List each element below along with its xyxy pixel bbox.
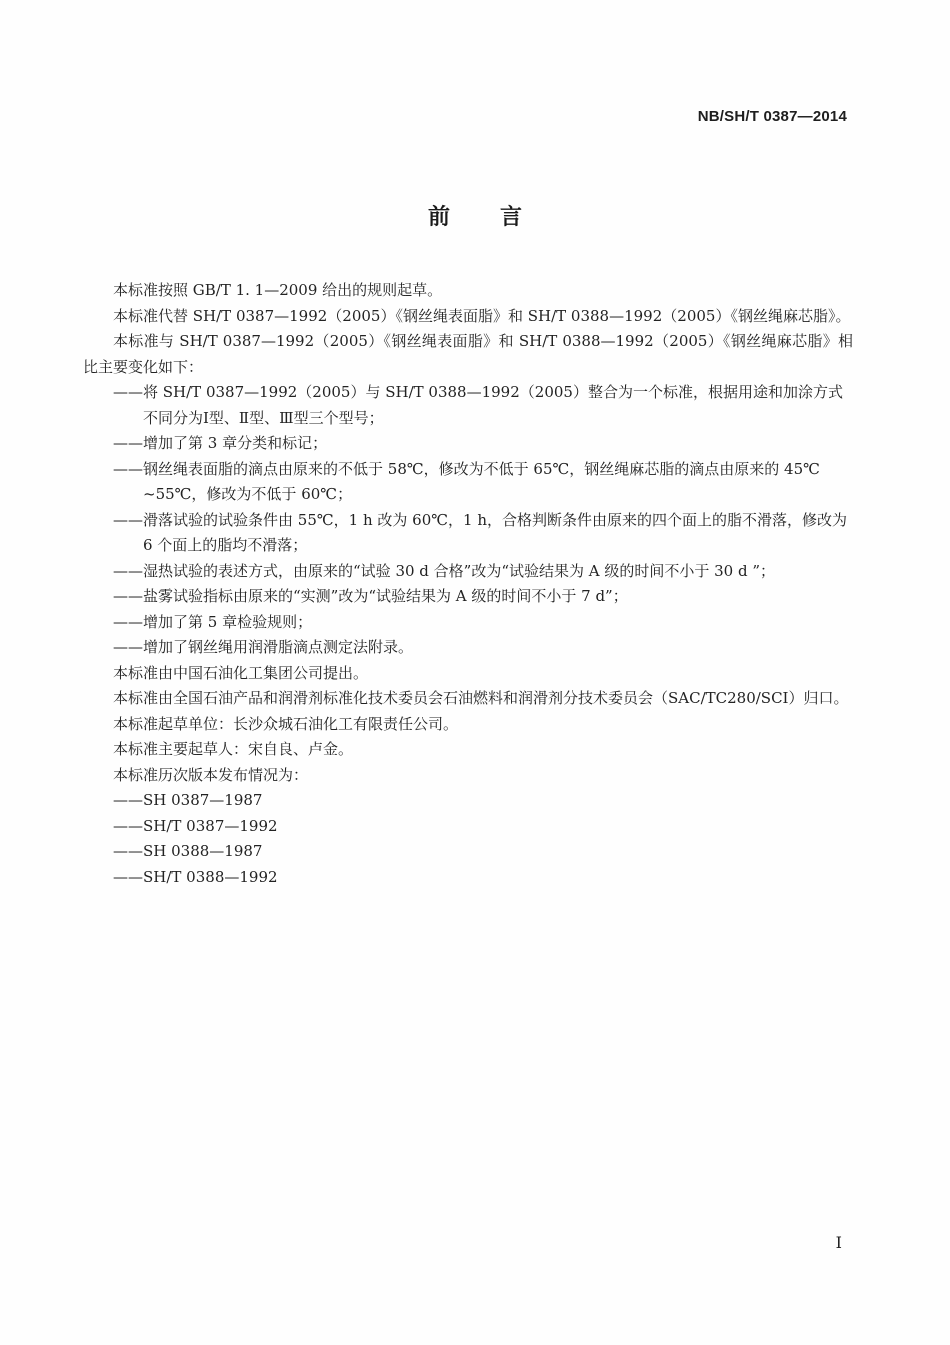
paragraph-drafters: 本标准主要起草人：宋自良、卢金。 — [113, 740, 354, 758]
change-item-text: ——盐雾试验指标由原来的“实测”改为“试验结果为 A 级的时间不小于 7 d”； — [113, 587, 628, 605]
change-item — [83, 584, 853, 610]
change-item — [83, 508, 853, 559]
change-item-text: ——增加了钢丝绳用润滑脂滴点测定法附录。 — [113, 638, 414, 656]
change-item — [83, 610, 853, 636]
standard-code: NB/SH/T 0387—2014 — [697, 108, 847, 125]
change-item-text: ——湿热试验的表述方式，由原来的“试验 30 d 合格”改为“试验结果为 A 级的时间不小于 30 d ”； — [113, 561, 776, 580]
page-number: I — [835, 1233, 842, 1252]
change-item-text: ——钢丝绳表面脂的滴点由原来的不低于 58℃，修改为不低于 65℃，钢丝绳麻芯脂的滴点由原来的 45℃ ~55℃，修改为不低于 60℃； — [113, 459, 820, 503]
paragraph-committee: 本标准由全国石油产品和润滑剂标准化技术委员会石油燃料和润滑剂分技术委员会（SAC/TC280/SCI）归口。 — [113, 689, 849, 707]
history-item: ——SH/T 0387—1992 — [113, 816, 278, 835]
change-item-text: ——增加了第 3 章分类和标记； — [113, 434, 328, 452]
document-body — [83, 278, 853, 890]
paragraph-history-intro: 本标准历次版本发布情况为： — [113, 765, 309, 784]
paragraph-replaces: 本标准代替 SH/T 0387—1992（2005）《钢丝绳表面脂》和 SH/T 0388—1992（2005）《钢丝绳麻芯脂》。 — [113, 306, 851, 325]
history-item: ——SH 0388—1987 — [113, 842, 263, 860]
history-item: ——SH/T 0388—1992 — [113, 867, 278, 886]
paragraph-drafting-unit: 本标准起草单位：长沙众城石油化工有限责任公司。 — [113, 714, 459, 733]
change-item — [83, 457, 853, 508]
change-item — [83, 380, 853, 431]
change-item — [83, 431, 853, 457]
change-item-text: ——滑落试验的试验条件由 55℃，1 h 改为 60℃，1 h，合格判断条件由原来的四个面上的脂不滑落，修改为 6 个面上的脂均不滑落； — [113, 510, 847, 554]
change-item — [83, 635, 853, 661]
change-item — [83, 559, 853, 585]
change-item-text: ——增加了第 5 章检验规则； — [113, 612, 313, 631]
history-item: ——SH 0387—1987 — [113, 791, 263, 809]
page-title: 前言 — [427, 205, 572, 230]
change-item-text: ——将 SH/T 0387—1992（2005）与 SH/T 0388—1992（2005）整合为一个标准，根据用途和加涂方式不同分为Ⅰ型、Ⅱ型、Ⅲ型三个型号； — [113, 383, 843, 427]
paragraph-proposer: 本标准由中国石油化工集团公司提出。 — [113, 663, 369, 682]
paragraph-changes-intro: 本标准与 SH/T 0387—1992（2005）《钢丝绳表面脂》和 SH/T 0388—1992（2005）《钢丝绳麻芯脂》相比主要变化如下： — [83, 332, 853, 376]
paragraph-drafting-rules: 本标准按照 GB/T 1. 1—2009 给出的规则起草。 — [113, 281, 443, 299]
